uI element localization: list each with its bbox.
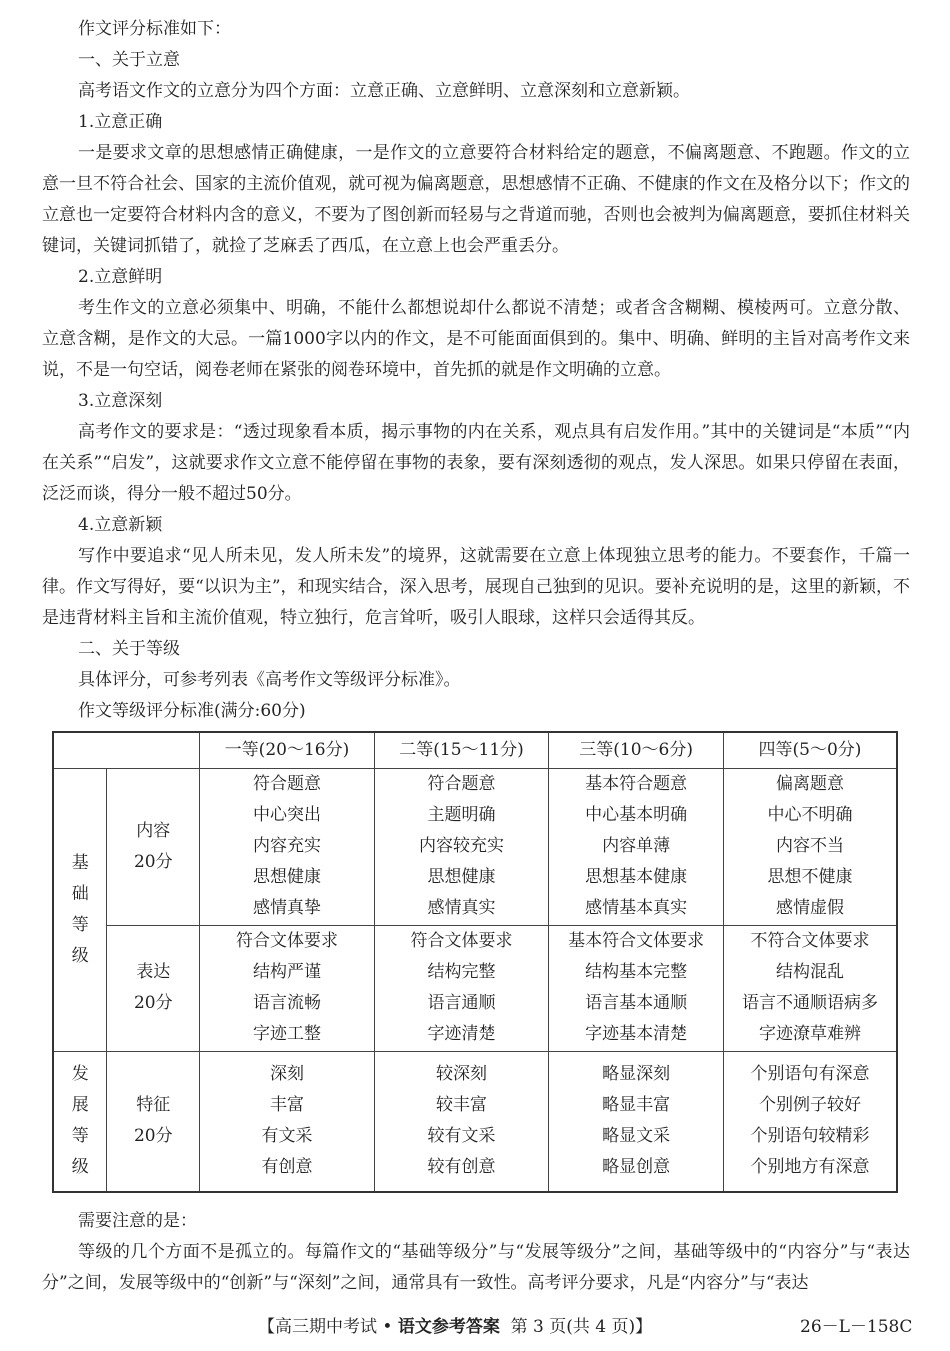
grading-table xyxy=(52,731,898,1193)
table-cell: 较深刻 较丰富 较有文采 较有创意 xyxy=(374,1051,549,1192)
paragraph: 一是要求文章的思想感情正确健康，一是作文的立意要符合材料给定的题意，不偏离题意、不跑题。作文的立意一旦不符合社会、国家的主流价值观，就可视为偏离题意，思想感情不正确、不健康的作文在及格分以下；作文的立意也一定要符合材料内含的意义，不要为了图创新而轻易与之背道而驰，否则也会被判为偏离题意，要抓住材料关键词，关键词抓错了，就捡了芝麻丢了西瓜，在立意上也会严重丢分。 xyxy=(42,143,910,256)
basic-level-label: 基 础 等 级 xyxy=(53,768,107,1051)
notes-heading: 需要注意的是： xyxy=(78,1211,197,1231)
notes-section xyxy=(42,1206,910,1299)
table-cell: 深刻 丰富 有文采 有创意 xyxy=(200,1051,375,1192)
section-heading-2: 二、关于等级 xyxy=(78,639,180,659)
document-body xyxy=(42,14,910,727)
table-cell: 符合文体要求 结构完整 语言通顺 字迹清楚 xyxy=(374,925,549,1051)
footer-page: 第 3 页(共 4 页)】 xyxy=(499,1317,653,1337)
paragraph: 等级的几个方面不是孤立的。每篇作文的“基础等级分”与“发展等级分”之间，基础等级中的“内容分”与“表达分”之间，发展等级中的“创新”与“深刻”之间，通常具有一致性。高考评分要求，凡是“内容分”与“表达 xyxy=(42,1242,910,1293)
subheading: 2.立意鲜明 xyxy=(78,267,163,287)
intro-heading: 作文评分标准如下： xyxy=(78,19,231,39)
table-row xyxy=(53,925,897,1051)
table-cell: 符合题意 中心突出 内容充实 思想健康 感情真挚 xyxy=(200,768,375,925)
table-header-row xyxy=(53,732,897,768)
footer-subject: 语文参考答案 xyxy=(397,1317,500,1337)
table-cell: 个别语句有深意 个别例子较好 个别语句较精彩 个别地方有深意 xyxy=(723,1051,897,1192)
row-label: 内容 20分 xyxy=(107,768,200,925)
empty-corner-cell xyxy=(53,732,200,768)
footer-open: 【高三期中考试 • xyxy=(258,1317,398,1337)
row-label: 特征 20分 xyxy=(107,1051,200,1192)
paragraph: 写作中要追求“见人所未见，发人所未发”的境界，这就需要在立意上体现独立思考的能力。不要套作，千篇一律。作文写得好，要“以识为主”，和现实结合，深入思考，展现自己独到的见识。要补充说明的是，这里的新颖，不是违背材料主旨和主流价值观，特立独行，危言耸听，吸引人眼球，这样只会适得其反。 xyxy=(42,546,910,628)
subheading: 3.立意深刻 xyxy=(78,391,163,411)
row-label: 表达 20分 xyxy=(107,925,200,1051)
table-cell: 基本符合题意 中心基本明确 内容单薄 思想基本健康 感情基本真实 xyxy=(549,768,724,925)
header-cell: 一等(20～16分) xyxy=(200,732,375,768)
table-cell: 偏离题意 中心不明确 内容不当 思想不健康 感情虚假 xyxy=(723,768,897,925)
development-level-label: 发 展 等 级 xyxy=(53,1051,107,1192)
table-cell: 略显深刻 略显丰富 略显文采 略显创意 xyxy=(549,1051,724,1192)
paragraph: 高考作文的要求是：“透过现象看本质，揭示事物的内在关系，观点具有启发作用。”其中的关键词是“本质”“内在关系”“启发”，这就要求作文立意不能停留在事物的表象，要有深刻透彻的观点，发人深思。如果只停留在表面，泛泛而谈，得分一般不超过50分。 xyxy=(42,422,910,504)
header-cell: 四等(5～0分) xyxy=(723,732,897,768)
table-cell: 符合题意 主题明确 内容较充实 思想健康 感情真实 xyxy=(374,768,549,925)
paragraph: 考生作文的立意必须集中、明确，不能什么都想说却什么都说不清楚；或者含含糊糊、模棱两可。立意分散、立意含糊，是作文的大忌。一篇1000字以内的作文，是不可能面面俱到的。集中、明确、鲜明的主旨对高考作文来说，不是一句空话，阅卷老师在紧张的阅卷环境中，首先抓的就是作文明确的立意。 xyxy=(42,298,910,380)
table-cell: 符合文体要求 结构严谨 语言流畅 字迹工整 xyxy=(200,925,375,1051)
paragraph: 具体评分，可参考列表《高考作文等级评分标准》。 xyxy=(78,670,461,690)
subheading: 1.立意正确 xyxy=(78,112,163,132)
section-heading-1: 一、关于立意 xyxy=(78,50,180,70)
table-row xyxy=(53,768,897,925)
header-cell: 三等(10～6分) xyxy=(549,732,724,768)
subheading: 4.立意新颖 xyxy=(78,515,163,535)
footer-code: 26－L－158C xyxy=(800,1317,913,1337)
footer-title xyxy=(258,1312,652,1337)
table-cell: 不符合文体要求 结构混乱 语言不通顺语病多 字迹潦草难辨 xyxy=(723,925,897,1051)
table-cell: 基本符合文体要求 结构基本完整 语言基本通顺 字迹基本清楚 xyxy=(549,925,724,1051)
paragraph: 高考语文作文的立意分为四个方面：立意正确、立意鲜明、立意深刻和立意新颖。 xyxy=(78,81,690,101)
table-row xyxy=(53,1051,897,1192)
table-caption: 作文等级评分标准(满分:60分) xyxy=(78,701,306,721)
header-cell: 二等(15～11分) xyxy=(374,732,549,768)
